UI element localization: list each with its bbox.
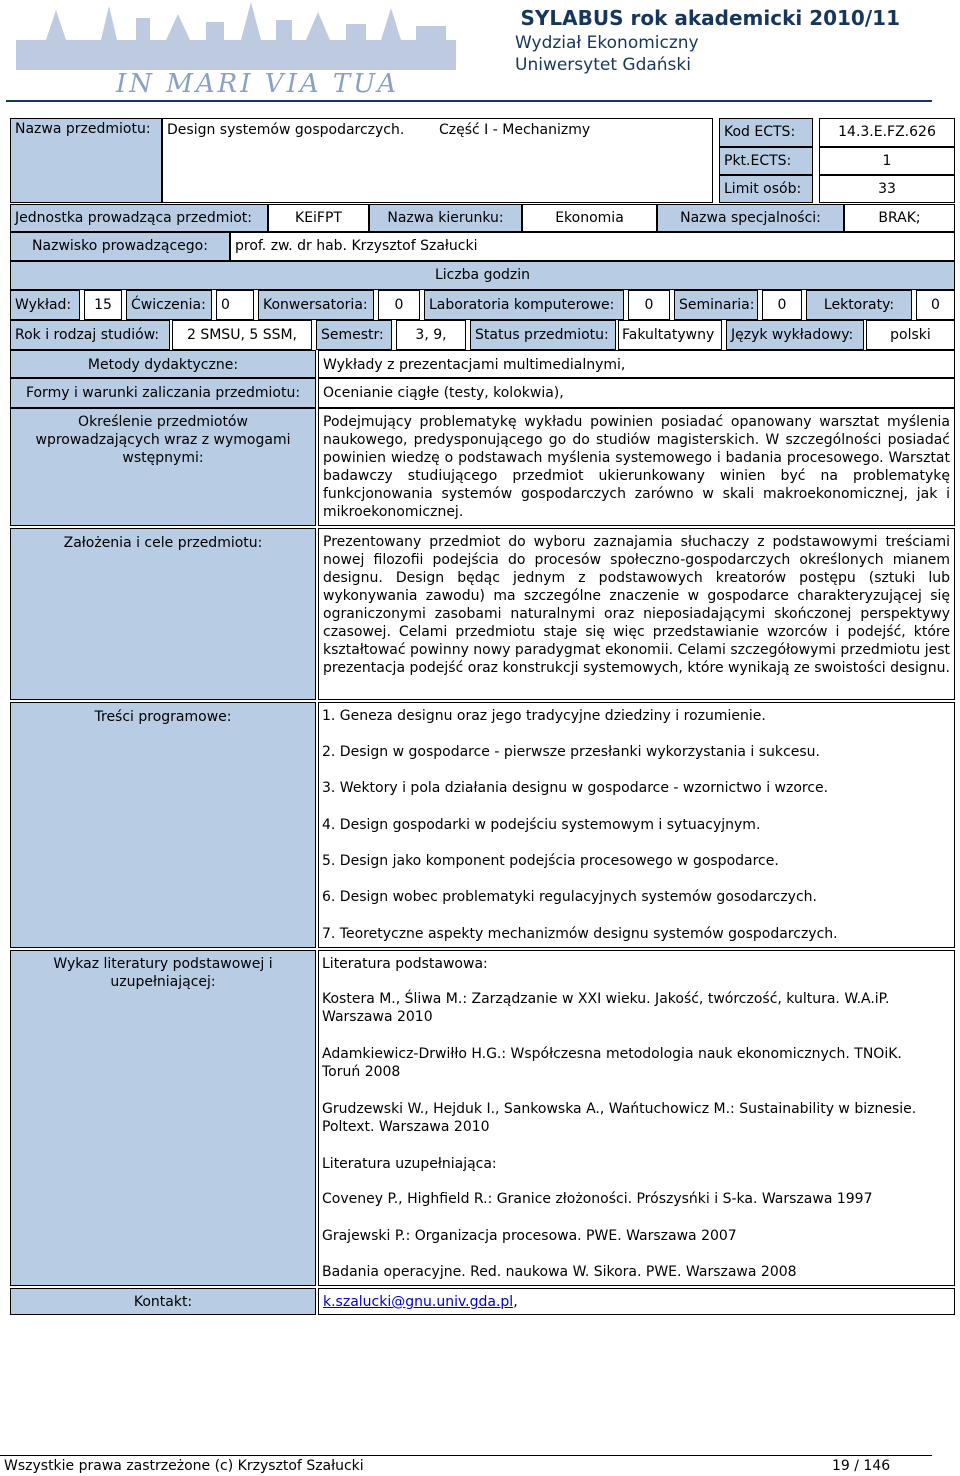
computer-lab-hours-label: Laboratoria komputerowe:: [424, 290, 624, 320]
ects-points-label: Pkt.ECTS:: [719, 147, 813, 175]
ects-points-value: 1: [819, 147, 955, 175]
literature-item: Coveney P., Highfield R.: Granice złożoności. Prószysńki i S-ka. Warszawa 1997: [322, 1191, 873, 1207]
syllabus-title: SYLABUS rok akademicki 2010/11: [520, 6, 900, 30]
course-name-label: Nazwa przedmiotu:: [10, 118, 162, 203]
program-item: 2. Design w gospodarce - pierwsze przesłanki wykorzystania i sukcesu.: [322, 744, 820, 760]
teaching-language-value: polski: [866, 320, 955, 350]
course-status-value: Fakultatywny: [618, 320, 722, 350]
ects-code-label: Kod ECTS:: [719, 118, 813, 147]
specialization-label: Nazwa specjalności:: [657, 204, 844, 232]
program-item: 3. Wektory i pola działania designu w gospodarce - wzornictwo i wzorce.: [322, 780, 829, 796]
literature-heading-basic: Literatura podstawowa:: [322, 956, 488, 972]
literature-label: Wykaz literatury podstawowej i uzupełniającej:: [10, 950, 316, 1286]
participant-limit-value: 33: [819, 175, 955, 203]
teaching-methods-label: Metody dydaktyczne:: [10, 350, 316, 378]
lecturer-value: prof. zw. dr hab. Krzysztof Szałucki: [230, 232, 955, 261]
conversatory-hours-label: Konwersatoria:: [258, 290, 374, 320]
assessment-value: Ocenianie ciągłe (testy, kolokwia),: [318, 378, 955, 408]
ects-code-value: 14.3.E.FZ.626: [819, 118, 955, 147]
lecturer-label: Nazwisko prowadzącego:: [10, 232, 230, 261]
teaching-methods-value: Wykłady z prezentacjami multimedialnymi,: [318, 350, 955, 378]
semester-label: Semestr:: [316, 320, 392, 350]
language-course-hours-label: Lektoraty:: [806, 290, 912, 320]
lecture-hours-label: Wykład:: [10, 290, 80, 320]
study-type-value: 2 SMSU, 5 SSM,: [172, 320, 312, 350]
program-item: 4. Design gospodarki w podejściu systemowym i sytuacyjnym.: [322, 817, 761, 833]
contact-suffix: ,: [513, 1294, 518, 1310]
course-name-part: Część I - Mechanizmy: [439, 122, 591, 138]
prerequisites-label: Określenie przedmiotów wprowadzających wraz z wymogami wstępnymi:: [10, 408, 316, 526]
seminar-hours-label: Seminaria:: [674, 290, 758, 320]
prerequisites-value: Podejmujący problematykę wykładu powinien posiadać opanowany warsztat myślenia naukowego, predysponującego go do studiów magisterskich. W szczególności posiadać powinien wiedzę o podstawach myślenia systemowego i badania procesowego. Warsztat badawczy studiującego przedmiot ukierunkowany winien być na problematykę funkcjonowania systemów gospodarczych zarówno w skali makroekonomicznej, jak i mikroekonomicznej.: [318, 408, 955, 526]
footer-copyright: Wszystkie prawa zastrzeżone (c) Krzysztof Szałucki: [4, 1458, 364, 1474]
contact-label: Kontakt:: [10, 1288, 316, 1315]
field-value: Ekonomia: [522, 204, 657, 232]
participant-limit-label: Limit osób:: [719, 175, 813, 203]
unit-label: Jednostka prowadząca przedmiot:: [10, 204, 268, 232]
literature-item: Grajewski P.: Organizacja procesowa. PWE. Warszawa 2007: [322, 1228, 737, 1244]
course-name-cell: [162, 118, 713, 203]
program-item: 1. Geneza designu oraz jego tradycyjne dziedziny i rozumienie.: [322, 708, 766, 724]
unit-value: KEiFPT: [268, 204, 369, 232]
footer-page-number: 19 / 146: [832, 1458, 891, 1474]
program-item: 6. Design wobec problematyki regulacyjnych systemów gosodarczych.: [322, 889, 817, 905]
course-name-value: Design systemów gospodarczych.: [167, 122, 405, 138]
university-logo-banner: [6, 0, 472, 98]
contact-cell: [318, 1288, 955, 1315]
exercise-hours-value: 0: [216, 290, 254, 320]
literature-item: Badania operacyjne. Red. naukowa W. Sikora. PWE. Warszawa 2008: [322, 1264, 797, 1280]
field-label: Nazwa kierunku:: [369, 204, 522, 232]
footer-divider: [0, 1455, 932, 1456]
course-goals-label: Założenia i cele przedmiotu:: [10, 528, 316, 700]
program-item: 5. Design jako komponent podejścia procesowego w gospodarce.: [322, 853, 779, 869]
university-name: Uniwersytet Gdański: [515, 55, 691, 75]
literature-item: Adamkiewicz-Drwiłło H.G.: Współczesna metodologia nauk ekonomicznych. TNOiK. Toruń 2008: [322, 1046, 902, 1080]
specialization-value: BRAK;: [844, 204, 955, 232]
course-goals-value: Prezentowany przedmiot do wyboru zaznajamia słuchaczy z podstawowymi treściami nowej filozofii podejścia do procesów społeczno-gospodarczych określonych mianem designu. Design będąc jednym z podstawowych kreatorów postępu (sztuki lub wykonywania zawodu) ma szczególne znaczenie w gospodarce charakteryzującej się ograniczonymi zasobami naturalnymi oraz nieposiadającymi skończonej perspektywy czasowej. Celami przedmiotu staje się więc przedstawianie wzorców i podejść, które kształtować powinny nowy paradygmat ekonomii. Celami szczegółowymi przedmiotu jest prezentacja podejść oraz konstrukcji systemowych, które wynikają ze swoistości designu.: [318, 528, 955, 700]
header-divider: [6, 100, 932, 102]
assessment-label: Formy i warunki zaliczania przedmiotu:: [10, 378, 316, 408]
contact-email-link[interactable]: k.szalucki@gnu.univ.gda.pl: [323, 1294, 514, 1310]
logo-motto: IN MARI VIA TUA: [116, 69, 400, 98]
program-item: 7. Teoretyczne aspekty mechanizmów designu systemów gospodarczych.: [322, 926, 838, 942]
program-content-label: Treści programowe:: [10, 702, 316, 948]
teaching-language-label: Język wykładowy:: [726, 320, 864, 350]
literature-item: Kostera M., Śliwa M.: Zarządzanie w XXI wieku. Jakość, twórczość, kultura. W.A.iP. Warszawa 2010: [322, 991, 890, 1025]
literature-heading-supplementary: Literatura uzupełniająca:: [322, 1156, 497, 1172]
computer-lab-hours-value: 0: [628, 290, 670, 320]
conversatory-hours-value: 0: [378, 290, 420, 320]
exercise-hours-label: Ćwiczenia:: [126, 290, 212, 320]
language-course-hours-value: 0: [916, 290, 955, 320]
lecture-hours-value: 15: [84, 290, 122, 320]
study-type-label: Rok i rodzaj studiów:: [10, 320, 170, 350]
faculty-name: Wydział Ekonomiczny: [515, 33, 699, 53]
literature-item: Grudzewski W., Hejduk I., Sankowska A., Wańtuchowicz M.: Sustainability w biznesie. Poltext. Warszawa 2010: [322, 1101, 917, 1135]
seminar-hours-value: 0: [762, 290, 802, 320]
semester-value: 3, 9,: [396, 320, 466, 350]
hours-header: Liczba godzin: [10, 261, 955, 290]
course-status-label: Status przedmiotu:: [470, 320, 616, 350]
